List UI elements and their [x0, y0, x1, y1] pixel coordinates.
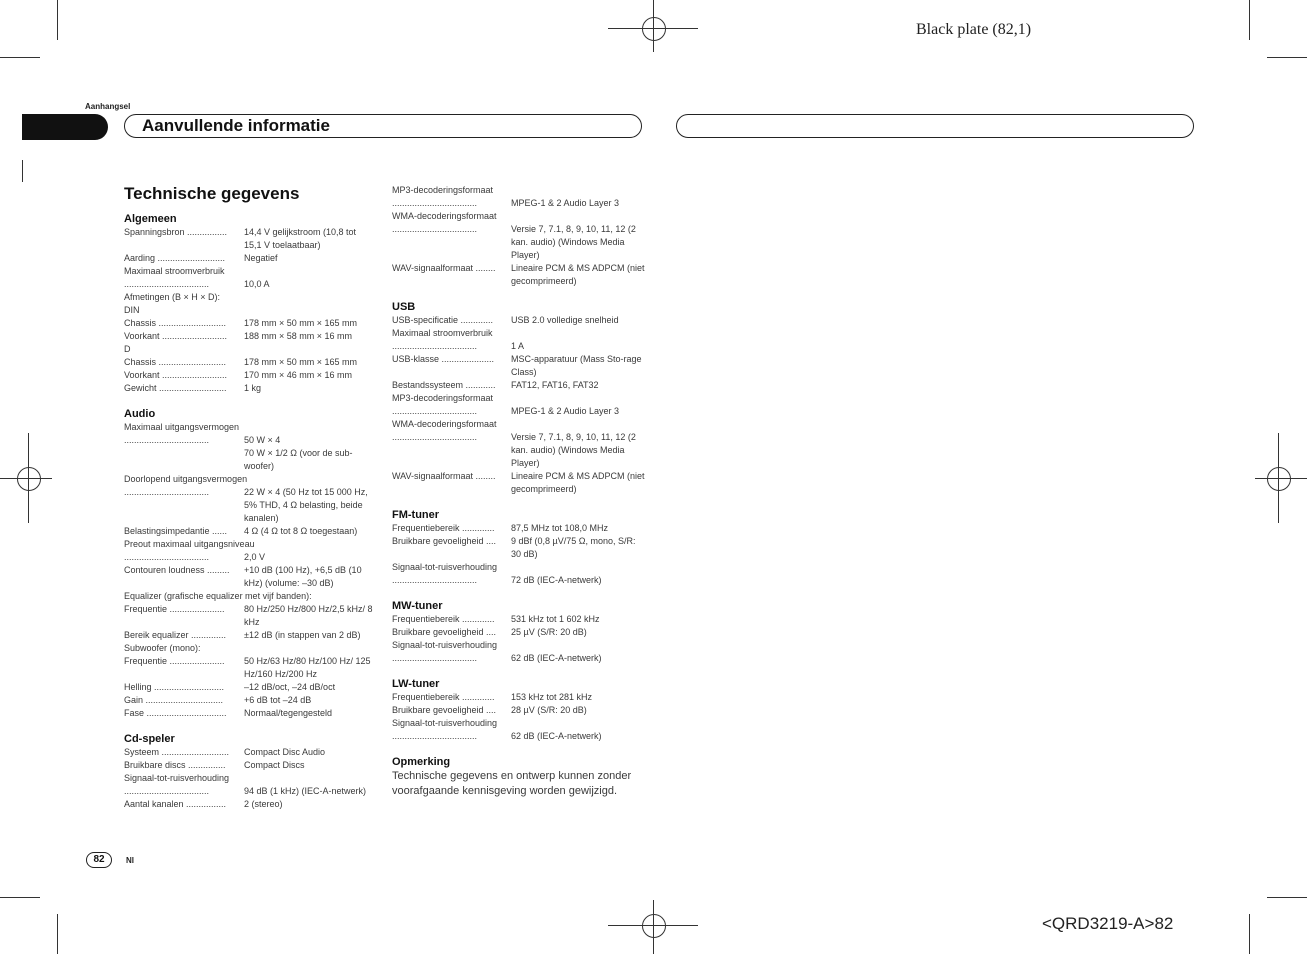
spacer — [392, 288, 647, 301]
spec-row — [392, 626, 647, 639]
spec-row-value: Negatief — [244, 253, 278, 263]
spec-row — [124, 603, 374, 629]
spec-row-value: USB 2.0 volledige snelheid — [511, 315, 619, 325]
spec-section-heading: Audio — [124, 408, 156, 420]
spec-row-label: .................................. — [124, 279, 210, 289]
spec-row — [392, 691, 647, 704]
spec-row-value: 62 dB (IEC-A-netwerk) — [511, 653, 602, 663]
spec-label: DIN — [124, 305, 140, 315]
spec-row — [392, 431, 647, 470]
spec-row-value: 178 mm × 50 mm × 165 mm — [244, 357, 358, 367]
spec-row-label: Frequentiebereik ............. — [392, 523, 495, 533]
crop-mark — [1267, 57, 1307, 58]
chapter-tab — [22, 114, 108, 140]
spec-row-label: Frequentiebereik ............. — [392, 614, 495, 624]
spec-row-label: Systeem ........................... — [124, 747, 230, 757]
spacer — [392, 496, 647, 509]
spec-row — [392, 522, 647, 535]
registration-line — [28, 433, 29, 523]
spec-row-label: USB-specificatie ............. — [392, 315, 494, 325]
spec-row — [124, 694, 374, 707]
spec-row — [124, 226, 374, 252]
spec-row-label: .................................. — [392, 575, 478, 585]
spec-row-label: Voorkant .......................... — [124, 331, 228, 341]
crop-mark — [22, 160, 23, 182]
registration-mark-icon — [17, 467, 41, 491]
spec-row-value: Versie 7, 7.1, 8, 9, 10, 11, 12 (2 kan. audio) (Windows Media Player) — [511, 224, 636, 260]
spec-section-heading: Algemeen — [124, 213, 177, 225]
spec-row-value: 1 kg — [244, 383, 262, 393]
chapter-title: Aanvullende informatie — [142, 116, 330, 135]
spec-row — [124, 629, 374, 642]
spec-column-right — [392, 184, 647, 799]
spec-row-value: Compact Discs — [244, 760, 305, 770]
spec-row-label: Aarding ........................... — [124, 253, 226, 263]
spec-row — [124, 252, 374, 265]
spec-row — [124, 798, 374, 811]
spec-row — [124, 525, 374, 538]
spec-row-value: +10 dB (100 Hz), +6,5 dB (10 kHz) (volume: –30 dB) — [244, 565, 362, 588]
spec-label: Equalizer (grafische equalizer met vijf banden): — [124, 591, 312, 601]
crop-mark — [1267, 897, 1307, 898]
spacer — [124, 395, 374, 408]
spec-row-value: 170 mm × 46 mm × 16 mm — [244, 370, 353, 380]
spec-section-heading: LW-tuner — [392, 678, 440, 690]
crop-mark — [57, 914, 58, 954]
spec-row-value: 4 Ω (4 Ω tot 8 Ω toegestaan) — [244, 526, 358, 536]
spec-row-value: MPEG-1 & 2 Audio Layer 3 — [511, 406, 620, 416]
spacer — [392, 665, 647, 678]
spec-row-value: 2 (stereo) — [244, 799, 283, 809]
spec-label: Signaal-tot-ruisverhouding — [392, 562, 498, 572]
spec-row-label: Fase ................................ — [124, 708, 227, 718]
spec-row — [392, 353, 647, 379]
spec-row — [124, 486, 374, 525]
registration-line — [1278, 433, 1279, 523]
spec-row — [124, 278, 374, 291]
spec-section-heading: Opmerking — [392, 756, 451, 768]
spec-row-value: –12 dB/oct, –24 dB/oct — [244, 682, 336, 692]
spec-row — [392, 704, 647, 717]
crop-mark — [0, 897, 40, 898]
plate-label: Black plate (82,1) — [916, 21, 1032, 38]
spec-row-label: Chassis ........................... — [124, 357, 227, 367]
spec-row-value: +6 dB tot –24 dB — [244, 695, 312, 705]
spec-row — [124, 369, 374, 382]
spec-row-label: .................................. — [392, 731, 478, 741]
spec-row — [124, 785, 374, 798]
spec-row-value: Compact Disc Audio — [244, 747, 326, 757]
spec-row-label: Helling ............................ — [124, 682, 225, 692]
spec-row-value: 50 Hz/63 Hz/80 Hz/100 Hz/ 125 Hz/160 Hz/200 Hz — [244, 656, 371, 679]
spec-row-value: 25 µV (S/R: 20 dB) — [511, 627, 587, 637]
spec-row-value: 1 A — [511, 341, 525, 351]
spec-row-value: 10,0 A — [244, 279, 270, 289]
registration-mark-icon — [1267, 467, 1291, 491]
spec-row — [124, 330, 374, 343]
spec-row-label: Bruikbare discs ............... — [124, 760, 226, 770]
spec-row — [124, 681, 374, 694]
spec-row-value: 80 Hz/250 Hz/800 Hz/2,5 kHz/ 8 kHz — [244, 604, 373, 627]
registration-line — [0, 478, 52, 479]
spec-row-label: Frequentie ...................... — [124, 604, 225, 614]
spec-row-label: Bruikbare gevoeligheid .... — [392, 536, 497, 546]
spec-row — [392, 574, 647, 587]
spec-section-heading: USB — [392, 301, 416, 313]
spec-section-heading: FM-tuner — [392, 509, 440, 521]
spec-row — [124, 746, 374, 759]
spec-label: Afmetingen (B × H × D): — [124, 292, 221, 302]
spec-row-label: .................................. — [392, 653, 478, 663]
spec-row-value: 2,0 V — [244, 552, 266, 562]
registration-line — [1255, 478, 1307, 479]
section-label: Aanhangsel — [85, 102, 131, 111]
spec-label: D — [124, 344, 131, 354]
spec-row-value: 531 kHz tot 1 602 kHz — [511, 614, 600, 624]
spec-row-value: 72 dB (IEC-A-netwerk) — [511, 575, 602, 585]
spec-row-value: 9 dBf (0,8 µV/75 Ω, mono, S/R: 30 dB) — [511, 536, 636, 559]
spec-row-value: 50 W × 4 — [244, 435, 281, 445]
crop-mark — [57, 0, 58, 40]
spec-row — [392, 613, 647, 626]
spec-row-value: Versie 7, 7.1, 8, 9, 10, 11, 12 (2 kan. audio) (Windows Media Player) — [511, 432, 636, 468]
spec-row-label: Aantal kanalen ................ — [124, 799, 227, 809]
spec-section-heading: Cd-speler — [124, 733, 175, 745]
spec-row-label: .................................. — [124, 435, 210, 445]
spec-row-value: 14,4 V gelijkstroom (10,8 tot 15,1 V toelaatbaar) — [244, 227, 357, 250]
language-code: Nl — [126, 856, 134, 865]
spec-label: Maximaal stroomverbruik — [392, 328, 493, 338]
spec-row-value: 188 mm × 58 mm × 16 mm — [244, 331, 353, 341]
spec-row-value: Normaal/tegengesteld — [244, 708, 333, 718]
registration-line — [653, 900, 654, 954]
spec-row-value: 28 µV (S/R: 20 dB) — [511, 705, 587, 715]
spec-row-label — [124, 447, 244, 473]
spec-row-label: Spanningsbron ................ — [124, 227, 228, 237]
spec-row — [392, 730, 647, 743]
spec-row-label: Bruikbare gevoeligheid .... — [392, 627, 497, 637]
chapter-frame-right — [676, 114, 1194, 138]
spec-row — [124, 434, 374, 447]
spec-row-label: Frequentie ...................... — [124, 656, 225, 666]
spec-row-value: Lineaire PCM & MS ADPCM (niet gecomprimeerd) — [511, 263, 645, 286]
spacer — [124, 720, 374, 733]
spec-row — [124, 356, 374, 369]
spec-row-label: Chassis ........................... — [124, 318, 227, 328]
spec-row-label: USB-klasse ..................... — [392, 354, 495, 364]
spec-row-value: 94 dB (1 kHz) (IEC-A-netwerk) — [244, 786, 367, 796]
spec-row — [124, 655, 374, 681]
spacer — [392, 743, 647, 756]
spec-row — [392, 223, 647, 262]
spec-label: Maximaal uitgangsvermogen — [124, 422, 240, 432]
spec-row — [124, 317, 374, 330]
spec-row-label: WAV-signaalformaat ........ — [392, 263, 496, 273]
spec-section-heading: MW-tuner — [392, 600, 443, 612]
spec-row — [124, 551, 374, 564]
spec-row — [124, 447, 374, 473]
note-text: Technische gegevens en ontwerp kunnen zonder voorafgaande kennisgeving worden gewijzigd. — [392, 770, 632, 797]
spec-row — [124, 759, 374, 772]
spec-row-value: 178 mm × 50 mm × 165 mm — [244, 318, 358, 328]
spec-row-label: Frequentiebereik ............. — [392, 692, 495, 702]
spec-row-value: 22 W × 4 (50 Hz tot 15 000 Hz, 5% THD, 4 Ω belasting, beide kanalen) — [244, 487, 368, 523]
spec-row-value: FAT12, FAT16, FAT32 — [511, 380, 599, 390]
spec-row — [392, 314, 647, 327]
crop-mark — [1249, 914, 1250, 954]
spec-row-value: MSC-apparatuur (Mass Sto-rage Class) — [511, 354, 642, 377]
page-title: Technische gegevens — [124, 184, 300, 203]
spec-row — [392, 535, 647, 561]
spec-row-label: WAV-signaalformaat ........ — [392, 471, 496, 481]
crop-mark — [1249, 0, 1250, 40]
spec-row-label: .................................. — [392, 341, 478, 351]
spec-label: Preout maximaal uitgangsniveau — [124, 539, 255, 549]
spec-label: WMA-decoderingsformaat — [392, 211, 497, 221]
spec-row — [392, 262, 647, 288]
spec-row-value: MPEG-1 & 2 Audio Layer 3 — [511, 198, 620, 208]
spec-row — [124, 707, 374, 720]
spec-row-label: Gewicht ........................... — [124, 383, 227, 393]
spec-row-label: Gain ............................... — [124, 695, 224, 705]
spec-row-label: .................................. — [392, 406, 478, 416]
spec-row-value: 62 dB (IEC-A-netwerk) — [511, 731, 602, 741]
spec-row-value: ±12 dB (in stappen van 2 dB) — [244, 630, 361, 640]
spec-row — [392, 652, 647, 665]
spec-label: Signaal-tot-ruisverhouding — [392, 718, 498, 728]
spec-label: MP3-decoderingsformaat — [392, 185, 494, 195]
spec-row-label: Belastingsimpedantie ...... — [124, 526, 228, 536]
spec-row-value: 153 kHz tot 281 kHz — [511, 692, 593, 702]
spec-column-left — [124, 213, 374, 811]
spec-row-label: .................................. — [124, 487, 210, 497]
spec-label: Maximaal stroomverbruik — [124, 266, 225, 276]
spec-row — [392, 470, 647, 496]
registration-mark-icon — [642, 17, 666, 41]
spacer — [392, 587, 647, 600]
spec-row-label: Voorkant .......................... — [124, 370, 228, 380]
spec-row-label: .................................. — [124, 786, 210, 796]
spec-row-label: .................................. — [392, 198, 478, 208]
spec-label: Subwoofer (mono): — [124, 643, 201, 653]
spec-label: WMA-decoderingsformaat — [392, 419, 497, 429]
spec-row-label: .................................. — [392, 432, 478, 442]
spec-label: Signaal-tot-ruisverhouding — [124, 773, 230, 783]
document-code: <QRD3219-A>82 — [1042, 914, 1174, 933]
spec-row — [124, 382, 374, 395]
spec-row-value: Lineaire PCM & MS ADPCM (niet gecomprimeerd) — [511, 471, 645, 494]
spec-row — [392, 340, 647, 353]
spec-label: Signaal-tot-ruisverhouding — [392, 640, 498, 650]
spec-row-value: 70 W × 1/2 Ω (voor de sub-woofer) — [244, 448, 353, 471]
spec-row — [392, 379, 647, 392]
spec-label: MP3-decoderingsformaat — [392, 393, 494, 403]
crop-mark — [0, 57, 40, 58]
spec-row — [392, 405, 647, 418]
spec-row-label: Bereik equalizer .............. — [124, 630, 227, 640]
spec-row — [392, 197, 647, 210]
spec-label: Doorlopend uitgangsvermogen — [124, 474, 248, 484]
registration-mark-icon — [642, 914, 666, 938]
spec-row-label: .................................. — [392, 224, 478, 234]
page-number: 82 — [86, 852, 112, 868]
registration-line — [653, 0, 654, 52]
spec-row-label: .................................. — [124, 552, 210, 562]
spec-row-label: Contouren loudness ......... — [124, 565, 230, 575]
spec-row-value: 87,5 MHz tot 108,0 MHz — [511, 523, 609, 533]
spec-row — [124, 564, 374, 590]
spec-row-label: Bruikbare gevoeligheid .... — [392, 705, 497, 715]
spec-row-label: Bestandssysteem ............ — [392, 380, 496, 390]
